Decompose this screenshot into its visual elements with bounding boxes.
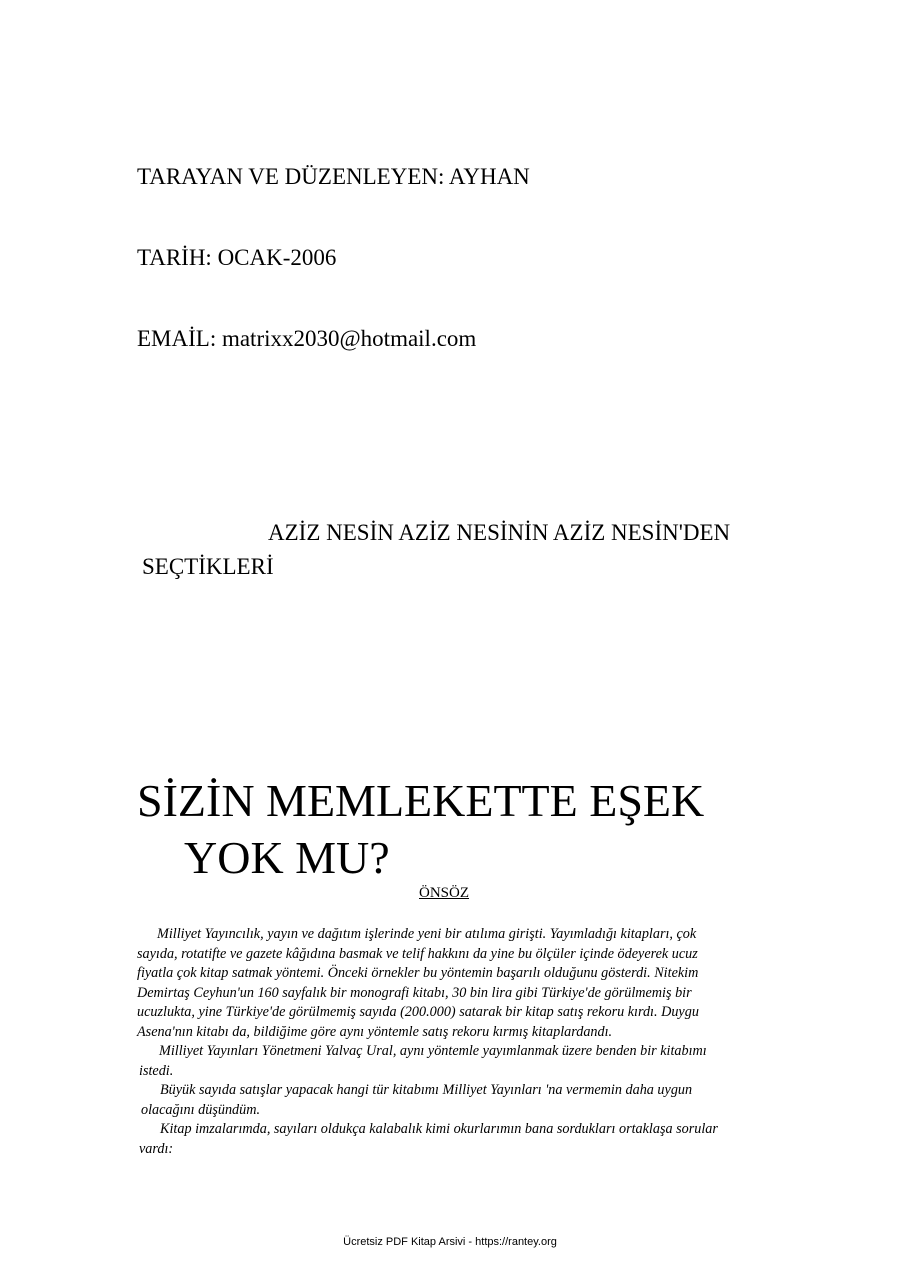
text-line: Büyük sayıda satışlar yapacak hangi tür kitabımı Milliyet Yayınları 'na vermemin daha uygun: [160, 1082, 693, 1098]
text-line: sayıda, rotatifte ve gazete kâğıdına basmak ve telif hakkını da yine bu ölçüler içinde ödeyerek ucuz: [137, 945, 698, 962]
text-line: vardı:: [139, 1140, 174, 1157]
text-line: olacağını düşündüm.: [141, 1101, 261, 1118]
preface-body: [137, 925, 763, 1159]
preface-paragraph-3: [137, 1081, 763, 1120]
story-title-line-2: YOK MU?: [184, 832, 390, 883]
preface-paragraph-2: [137, 1042, 763, 1081]
text-line: ucuzlukta, yine Türkiye'de görülmemiş sayıda (200.000) satarak bir kitap satış rekoru kırdı. Duygu: [137, 1004, 699, 1020]
story-title-line-1: SİZİN MEMLEKETTE EŞEK: [137, 775, 705, 826]
scanner-credit: TARAYAN VE DÜZENLEYEN: AYHAN: [137, 164, 530, 189]
text-line: Asena'nın kitabı da, bildiğime göre aynı yöntemle satış rekoru kırmış kitaplardandı.: [137, 1023, 613, 1040]
text-line: Kitap imzalarımda, sayıları oldukça kalabalık kimi okurlarımın bana sordukları ortaklaşa sorular: [160, 1121, 718, 1137]
text-line: istedi.: [139, 1062, 174, 1079]
preface-heading: ÖNSÖZ: [419, 885, 470, 901]
footer-credit: Ücretsiz PDF Kitap Arsivi - https://rantey.org: [343, 1236, 557, 1248]
text-line: Milliyet Yayınları Yönetmeni Yalvaç Ural, aynı yöntemle yayımlanmak üzere benden bir kitabımı: [159, 1043, 707, 1059]
text-line: fiyatla çok kitap satmak yöntemi. Önceki örnekler bu yöntemin başarılı olduğunu gösterdi. Nitekim: [137, 965, 699, 981]
book-title-line-2: SEÇTİKLERİ: [142, 554, 274, 579]
text-line: Milliyet Yayıncılık, yayın ve dağıtım işlerinde yeni bir atılıma girişti. Yayımladığı kitapları, çok: [157, 926, 697, 942]
preface-paragraph-4: [137, 1120, 763, 1159]
book-title-line-1: AZİZ NESİN AZİZ NESİNİN AZİZ NESİN'DEN: [268, 520, 731, 545]
scan-date: TARİH: OCAK-2006: [137, 245, 337, 270]
contact-email: EMAİL: matrixx2030@hotmail.com: [137, 326, 477, 351]
text-line: Demirtaş Ceyhun'un 160 sayfalık bir monografi kitabı, 30 bin lira gibi Türkiye'de görülmemiş bir: [137, 984, 692, 1001]
preface-paragraph-1: [137, 925, 763, 1042]
